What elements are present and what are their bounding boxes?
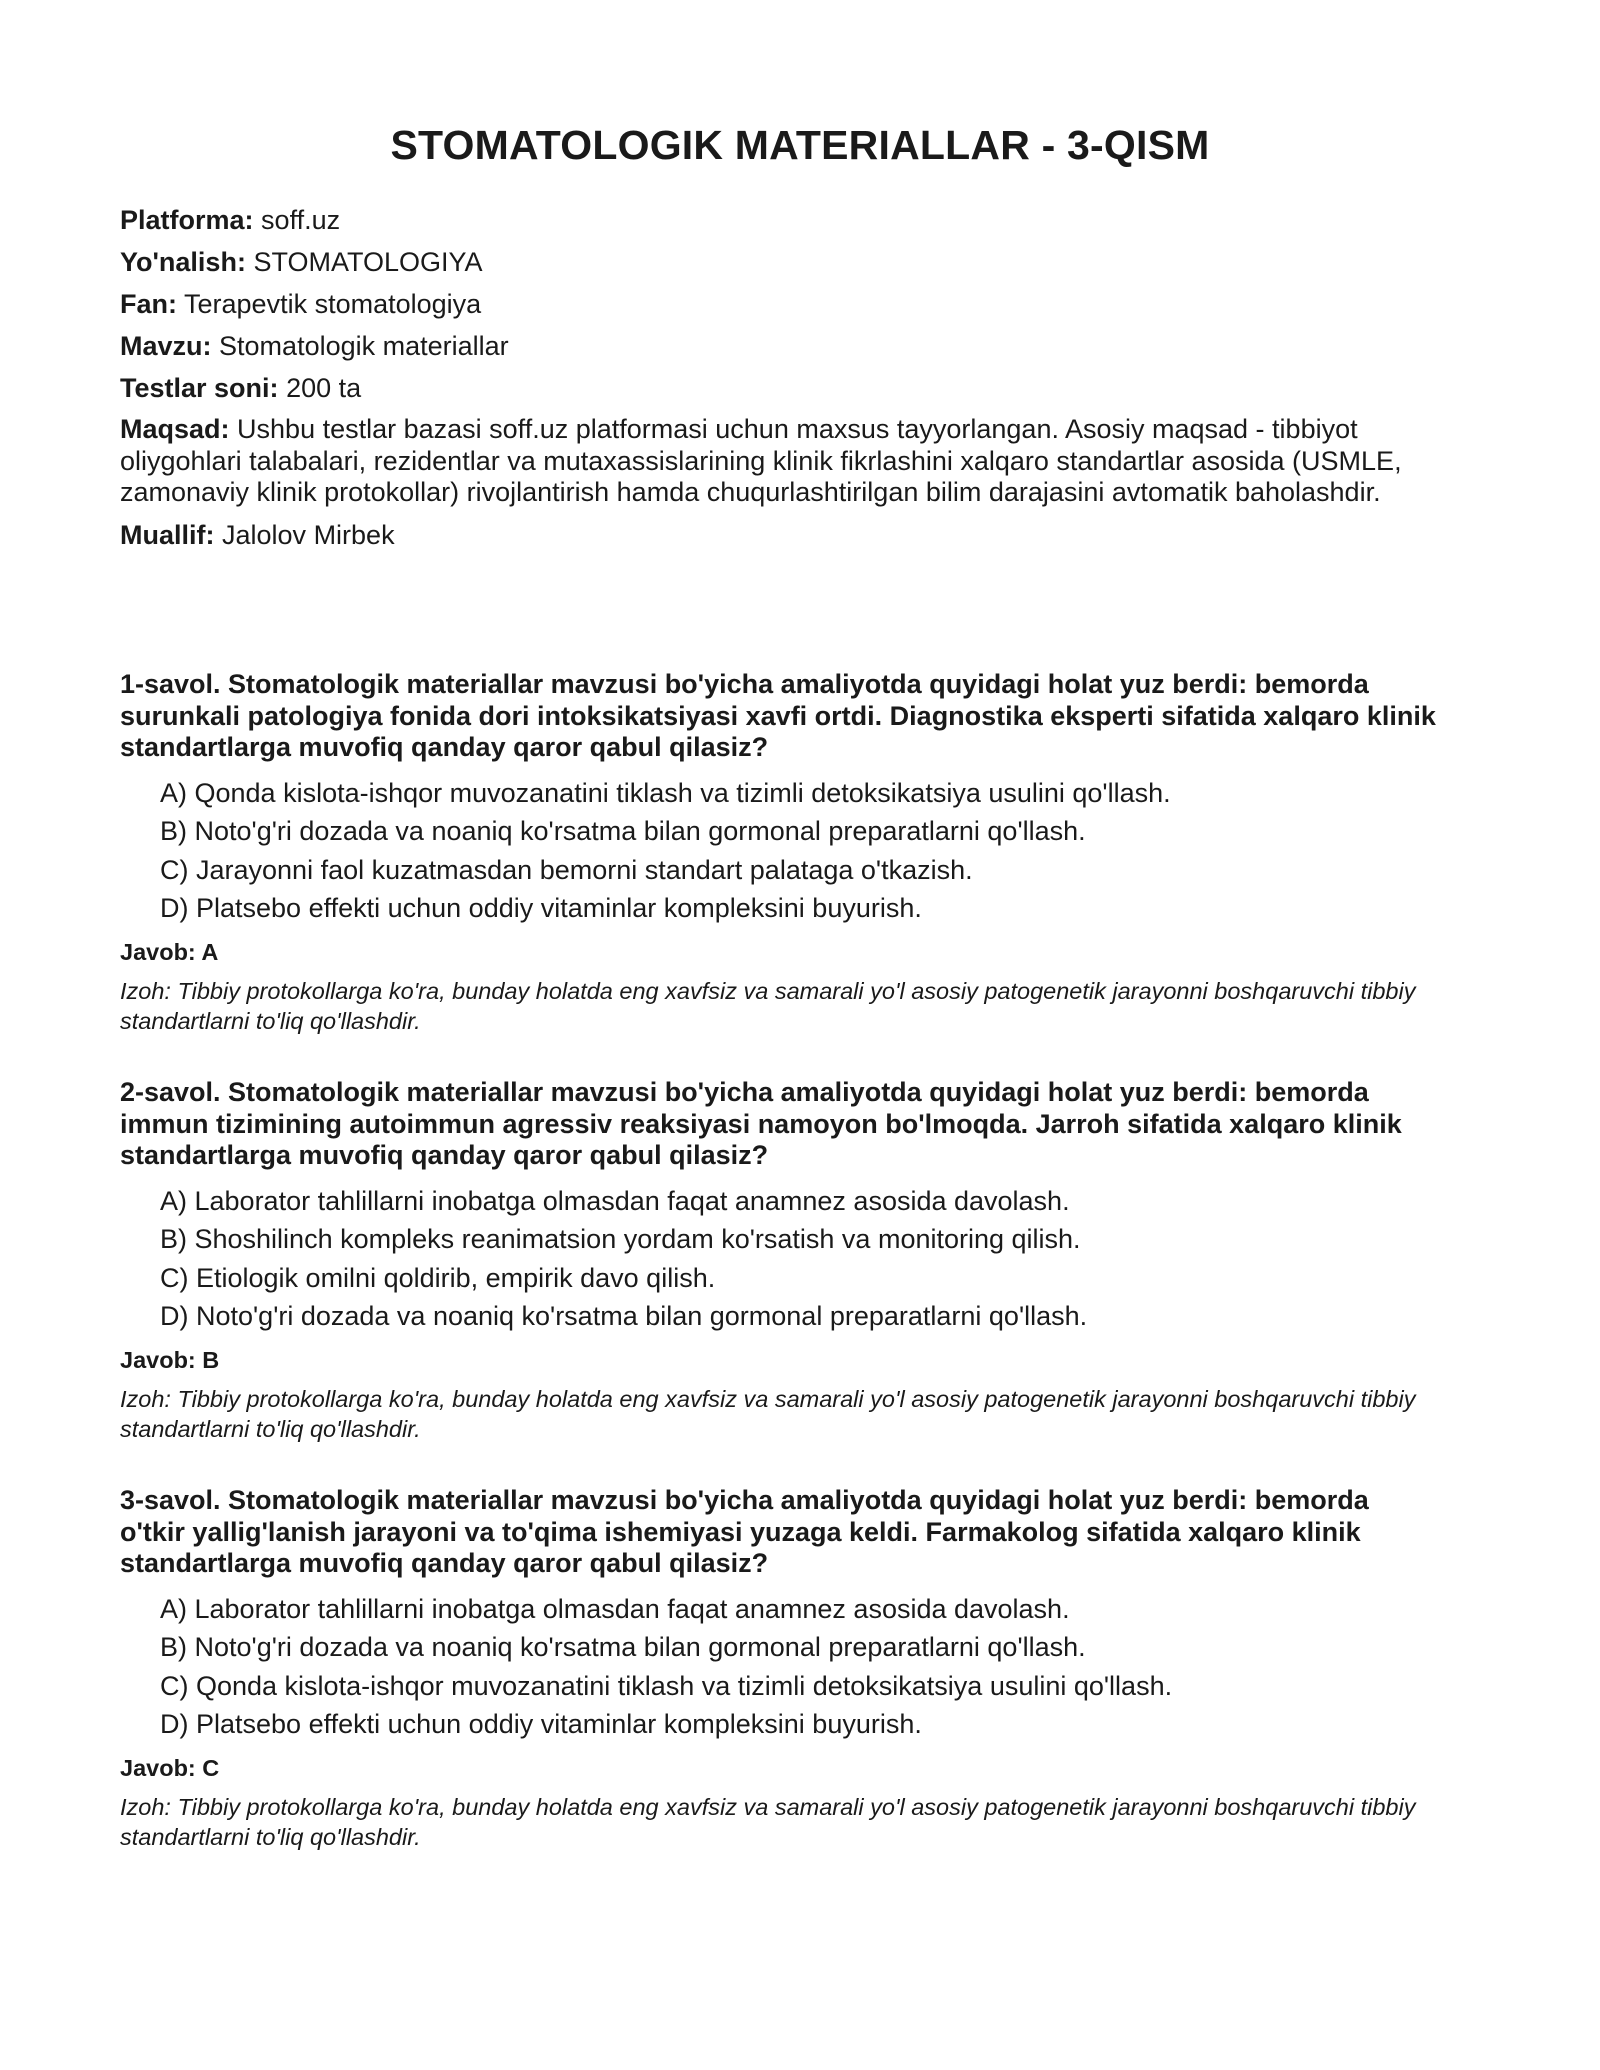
option-c: C) Jarayonni faol kuzatmasdan bemorni standart palataga o'tkazish.: [160, 854, 973, 885]
meta-purpose-value: Ushbu testlar bazasi soff.uz platformasi uchun maxsus tayyorlangan. Asosiy maqsad - tibbiyot oliygohlari talabalari, rezidentlar va mutaxassislarining klinik fikrlashini xalqaro standartlar asosida (USMLE, zamonaviy klinik protokollar) rivojlantirish hamda chuqurlashtirilgan bilim darajasini avtomatik baholashdir.: [120, 414, 1402, 507]
question-text: 1-savol. Stomatologik materiallar mavzusi bo'yicha amaliyotda quyidagi holat yuz berdi: bemorda surunkali patologiya fonida dori intoksikatsiyasi xavfi ortdi. Diagnostika eksperti sifatida xalqaro klinik standartlarga muvofiq qanday qaror qabul qilasiz?: [120, 669, 1436, 762]
meta-author-value: Jalolov Mirbek: [222, 519, 395, 550]
option-b: B) Shoshilinch kompleks reanimatsion yordam ko'rsatish va monitoring qilish.: [160, 1224, 1081, 1254]
meta-author-label: Muallif:: [120, 519, 215, 550]
meta-purpose: [120, 414, 1450, 509]
meta-subject: [120, 288, 1450, 320]
meta-subject-label: Fan:: [120, 289, 177, 319]
option-c: C) Etiologik omilni qoldirib, empirik davo qilish.: [160, 1262, 716, 1293]
meta-direction-label: Yo'nalish:: [120, 247, 246, 277]
meta-tests-count: [120, 372, 1450, 404]
option-c: C) Qonda kislota-ishqor muvozanatini tiklash va tizimli detoksikatsiya usulini qo'llash.: [160, 1670, 1173, 1701]
meta-subject-value: Terapevtik stomatologiya: [184, 289, 482, 319]
meta-platform-value: soff.uz: [261, 205, 341, 235]
meta-purpose-label: Maqsad:: [120, 414, 230, 444]
answer-options: [120, 777, 1440, 925]
question-1: [120, 669, 1440, 1036]
option-a: A) Laborator tahlillarni inobatga olmasdan faqat anamnez asosida davolash.: [160, 1185, 1070, 1216]
option-a: A) Laborator tahlillarni inobatga olmasdan faqat anamnez asosida davolash.: [160, 1593, 1070, 1624]
answer-options: [120, 1185, 1440, 1333]
option-d: D) Noto'g'ri dozada va noaniq ko'rsatma bilan gormonal preparatlarni qo'llash.: [160, 1301, 1088, 1331]
question-text: 3-savol. Stomatologik materiallar mavzusi bo'yicha amaliyotda quyidagi holat yuz berdi: bemorda o'tkir yallig'lanish jarayoni va to'qima ishemiyasi yuzaga keldi. Farmakolog sifatida xalqaro klinik standartlarga muvofiq qanday qaror qabul qilasiz?: [120, 1485, 1369, 1578]
answer-options: [120, 1593, 1440, 1741]
question-2: [120, 1077, 1440, 1444]
question-text: 2-savol. Stomatologik materiallar mavzusi bo'yicha amaliyotda quyidagi holat yuz berdi: bemorda immun tizimining autoimmun agressiv reaksiyasi namoyon bo'lmoqda. Jarroh sifatida xalqaro klinik standartlarga muvofiq qanday qaror qabul qilasiz?: [120, 1077, 1402, 1170]
correct-answer: Javob: B: [120, 1347, 220, 1373]
answer-explanation: Izoh: Tibbiy protokollarga ko'ra, bunday holatda eng xavfsiz va samarali yo'l asosiy patogenetik jarayonni boshqaruvchi tibbiy standartlarni to'liq qo'llashdir.: [120, 1794, 1416, 1850]
option-d: D) Platsebo effekti uchun oddiy vitaminlar kompleksini buyurish.: [160, 893, 922, 923]
answer-explanation: Izoh: Tibbiy protokollarga ko'ra, bunday holatda eng xavfsiz va samarali yo'l asosiy patogenetik jarayonni boshqaruvchi tibbiy standartlarni to'liq qo'llashdir.: [120, 1386, 1416, 1442]
meta-tests-count-label: Testlar soni:: [120, 373, 279, 403]
meta-direction: [120, 246, 1450, 278]
option-a: A) Qonda kislota-ishqor muvozanatini tiklash va tizimli detoksikatsiya usulini qo'llash.: [160, 777, 1171, 808]
document-title: STOMATOLOGIK MATERIALLAR - 3-QISM: [390, 122, 1210, 168]
meta-tests-count-value: 200 ta: [286, 373, 362, 403]
option-d: D) Platsebo effekti uchun oddiy vitaminlar kompleksini buyurish.: [160, 1709, 922, 1739]
option-b: B) Noto'g'ri dozada va noaniq ko'rsatma bilan gormonal preparatlarni qo'llash.: [160, 1632, 1086, 1662]
question-3: [120, 1485, 1440, 1852]
correct-answer: Javob: C: [120, 1755, 220, 1781]
option-b: B) Noto'g'ri dozada va noaniq ko'rsatma bilan gormonal preparatlarni qo'llash.: [160, 816, 1086, 846]
meta-platform-label: Platforma:: [120, 205, 254, 235]
meta-platform: [120, 204, 1450, 236]
meta-direction-value: STOMATOLOGIYA: [253, 247, 483, 277]
document-meta: [120, 204, 1450, 561]
correct-answer: Javob: A: [120, 939, 219, 965]
meta-topic: [120, 330, 1450, 362]
meta-author: [120, 519, 1450, 551]
meta-topic-value: Stomatologik materiallar: [219, 331, 509, 361]
meta-topic-label: Mavzu:: [120, 331, 212, 361]
answer-explanation: Izoh: Tibbiy protokollarga ko'ra, bunday holatda eng xavfsiz va samarali yo'l asosiy patogenetik jarayonni boshqaruvchi tibbiy standartlarni to'liq qo'llashdir.: [120, 978, 1416, 1034]
